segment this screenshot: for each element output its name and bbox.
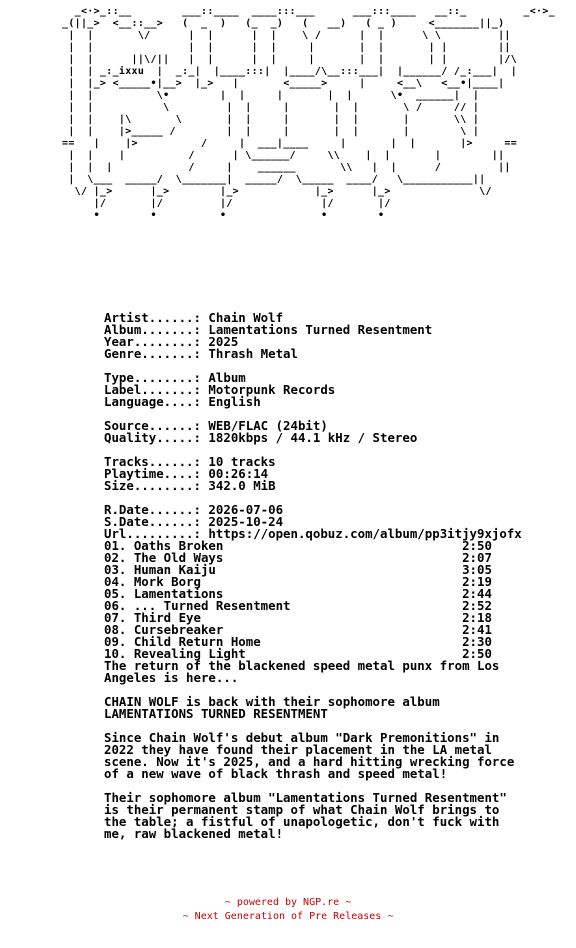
footer-tagline: ~ Next Generation of Pre Releases ~ (182, 911, 394, 922)
nfo-content (104, 312, 522, 840)
footer (0, 896, 576, 924)
ascii-logo: _<·>_::__ ___::____ ____:::___ ___:::____ __::_ _<·>_ _(||_> <__::__> ( _ ) (_ _) ( __) ( _ ) <_______||_) | | \/ | | | | \ / | | \ \ || | | | | | | | | | | | || | | ||\/|| | | | | | | | | | |/\ | | _:_ixxu | _:_| |____:::| |____/\__:::___| |______/ /_:___| | | |_> <_____•|__> |_> | <_____> | <__\ <__•|____| | | \• | | | | | \• ______| | | | \ | | | | | \ / // | | | |\ \ | | | | | | \\ | | | |>_____ / | | | | | | \ | == | |> / | ___|____ | | | |> == | | | / | \______/ \\ | | | || | | | / | ______ \\ | | / || | \___ _____/ \_______| _____/ \_____ ____/ \___________|| \/ |_> |_> |_> |_> |_> \/ |/ |/ |/ |/ |/ • • • • • (62, 6, 555, 221)
release-info: Artist......: Chain Wolf Album.......: Lamentations Turned Resentment Year........: 2025 Genre.......: Thrash Metal Type........: Album Label.......: Motorpunk Records Language....: English Source......: WEB/FLAC (24bit) Quality.....: 1820kbps / 44.1 kHz / Stereo Tracks......: 10 tracks Playtime....: 00:26:14 Size........: 342.0 MiB R.Date......: 2026-07-06 S.Date......: 2025-10-24 Url.........: https://open.qobuz.com/album/pp3itjy9xjofx (104, 310, 522, 541)
footer-powered-by: ~ powered by NGP.re ~ (224, 897, 352, 908)
tracklist: 01. Oaths Broken 2:50 02. The Old Ways 2:07 03. Human Kaiju 3:05 04. Mork Borg 2:19 05. Lamentations 2:44 06. ... Turned Resentment 2:52 07. Third Eye 2:18 08. Cursebreaker 2:41 09. Child Return Home 2:30 10. Revealing Light 2:50 (104, 538, 492, 661)
description: The return of the blackened speed metal punx from Los Angeles is here... CHAIN WOLF is back with their sophomore album LAMENTATIONS TURNED RESENTMENT Since Chain Wolf's debut album "Dark Premonitions" in 2022 they have found their placement in the LA metal scene. Now it's 2025, and a hard hitting wrecking force of a new wave of black thrash and speed metal! Their sophomore album "Lamentations Turned Resentment" is their permanent stamp of what Chain Wolf brings to the table; a fistful of unapologetic, don't fuck with me, raw blackened metal! (104, 658, 515, 841)
